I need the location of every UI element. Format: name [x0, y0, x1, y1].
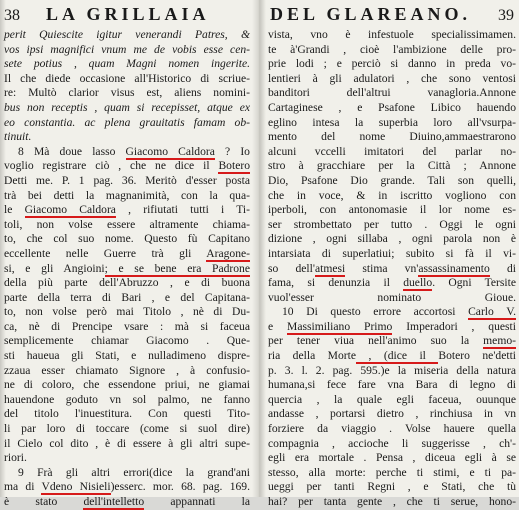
left-text-column [4, 28, 250, 510]
text-segment: li par loro di toccare (come si suol dire) [4, 422, 250, 436]
text-segment: forziere da viaggio . Volse hauere quella [268, 422, 516, 436]
underlined-phrase: , (dice il [356, 349, 439, 363]
text-line [268, 145, 516, 160]
text-segment: è stato [4, 495, 84, 508]
text-line [268, 116, 516, 131]
text-segment: zzaua esser chiamato Signore , à confusio- [4, 363, 250, 377]
text-segment: , rifiutati tutti i Ti- [115, 203, 250, 217]
text-line [4, 451, 250, 466]
text-line [268, 101, 516, 116]
text-segment: )esserc. mor. 68. pag. 169. [110, 480, 250, 494]
text-segment: Botero ne'detti [438, 349, 517, 363]
text-line [268, 86, 516, 101]
underlined-phrase: atmesi [314, 261, 346, 275]
text-segment: re: Multò clarior visus est, aliens nomini- [4, 86, 250, 100]
text-segment: lentieri à gli adulatori , che sono ventosi [268, 71, 516, 85]
text-line [4, 28, 250, 43]
text-segment: quercia , la quale egli faceua, ouunque [268, 392, 516, 406]
underlined-phrase: assassinamento [418, 261, 490, 275]
text-segment: alcuni vccelli imitatori del parlar no- [268, 144, 516, 158]
text-segment: ser strombettato per tutto . Oggi le ogni [268, 217, 516, 231]
text-segment: Cartaginese , e Psafone Libico hauendo [268, 100, 516, 114]
text-segment: iperboli, con antonomasie il lor nome es- [268, 203, 516, 217]
text-line [268, 57, 516, 72]
text-line [268, 174, 516, 189]
text-segment: sete potius , quam Magni nomen ingerite. [4, 57, 250, 71]
right-page-header [270, 4, 514, 26]
text-line [4, 57, 250, 72]
text-segment: voglio registrare ciò , che ne dice il [4, 159, 219, 173]
text-line [4, 320, 250, 335]
text-segment: humana,si fece fare vna Bara di legno di [268, 378, 516, 392]
text-segment: ueggi per tanti Regni , e Stati, che tù [268, 480, 516, 494]
text-segment: vista, vno è infestuole specialissimamen. [268, 28, 516, 41]
text-segment: Dio, Psafone Dio grande. Tali son quelli, [268, 173, 516, 187]
text-segment: te à'Grandi , cioè l'ambizione delle pro- [268, 42, 516, 56]
text-line [268, 159, 516, 174]
left-running-title: LA GRILLAIA [46, 4, 210, 24]
text-line [268, 407, 516, 422]
text-segment: eo constantia. ac plena grauitatis famam ob- [4, 115, 250, 129]
text-line [268, 349, 516, 364]
text-line [268, 393, 516, 408]
text-segment: so dell' [268, 261, 315, 275]
text-line [4, 364, 250, 379]
text-line [4, 466, 250, 481]
text-segment: le [4, 203, 25, 217]
underlined-phrase: memo- [483, 334, 516, 348]
text-segment: si, e gli Angioini [4, 261, 105, 275]
text-segment: prie lodi ; e perciò si danno in preda vo- [268, 57, 516, 71]
left-page-number: 38 [4, 7, 20, 24]
underlined-phrase: Giacomo Caldora [125, 144, 215, 158]
text-line [4, 305, 250, 320]
left-page-header [4, 4, 248, 26]
text-line [268, 247, 516, 262]
underlined-phrase: dell'intelletto [83, 495, 145, 508]
underlined-phrase: Vdeno Nisieli [41, 480, 111, 494]
text-segment: ria della Morte [268, 349, 357, 363]
underlined-phrase: Carlo V. [468, 305, 517, 319]
text-segment: . Ogni Tersite [432, 276, 516, 290]
text-line [268, 495, 516, 510]
text-line [268, 451, 516, 466]
text-line [268, 43, 516, 58]
text-segment: ca, nè di Prencipe vsare : mà si faceua [4, 319, 250, 333]
text-line [4, 495, 250, 510]
text-line [268, 262, 516, 277]
text-line [4, 276, 250, 291]
text-segment: che in voce, & in iscritto vogliono con [268, 188, 516, 202]
right-page-number: 39 [498, 7, 514, 24]
text-segment: stro à gracchiare per la Città ; Annone [268, 159, 516, 173]
text-line [4, 262, 250, 277]
text-segment: dizione , ogni sillaba , ogni parola non è [268, 232, 516, 246]
text-segment: hai? per tanta gente , che ti serue, hono- [268, 495, 516, 508]
text-line [4, 349, 250, 364]
text-segment: tinuit. [4, 130, 32, 144]
text-line [4, 422, 250, 437]
text-line [268, 320, 516, 335]
text-line [4, 159, 250, 174]
text-segment: Imperadori , questi [392, 319, 517, 333]
text-line [4, 378, 250, 393]
text-segment: vuol'esser nominato Gioue. [268, 290, 516, 304]
text-line [268, 422, 516, 437]
text-line [268, 437, 516, 452]
right-running-title: DEL GLAREANO. [270, 4, 472, 24]
text-line [4, 407, 250, 422]
underlined-phrase: Massimiliano Primo [287, 319, 393, 333]
text-segment: intarsiata di superlatiui; subito si fà il vi- [268, 246, 516, 260]
text-segment: toli, non volse essere altramente chiama- [4, 217, 250, 231]
text-segment: appannati la [144, 495, 251, 508]
text-line [268, 466, 516, 481]
text-line [4, 218, 250, 233]
underlined-phrase: Aragone- [206, 246, 250, 260]
text-line [4, 145, 250, 160]
text-line [4, 130, 250, 145]
text-line [4, 43, 250, 58]
text-line [268, 218, 516, 233]
text-segment: bus non receptis , quam si recepisset, atque ex [4, 100, 250, 114]
text-segment: trà bei detti la magnanimità, con la qua- [4, 188, 250, 202]
text-segment: 10 Di questo errore accortosi [282, 305, 469, 319]
text-line [268, 364, 516, 379]
text-segment: ? Io [214, 144, 250, 158]
text-line [268, 130, 516, 145]
text-line [268, 291, 516, 306]
text-segment: 8 Mà doue lasso [18, 144, 126, 158]
text-line [268, 378, 516, 393]
text-line [268, 305, 516, 320]
text-line [4, 72, 250, 87]
text-segment: per tener viua nell'animo suo la [268, 334, 484, 348]
text-segment: perit Quiescite igitur venerandi Patres, & [4, 28, 250, 41]
text-segment: di [489, 261, 517, 275]
right-text-column [268, 28, 516, 510]
text-line [4, 189, 250, 204]
text-line [4, 291, 250, 306]
text-line [4, 437, 250, 452]
text-line [4, 334, 250, 349]
text-segment: semplicemente chiamar Giacomo . Que- [4, 334, 250, 348]
text-segment: Il che diede occasione all'Historico di scriue- [4, 71, 250, 85]
text-segment: eccellente nelle Guerre trà gli [4, 246, 207, 260]
text-segment: andasse , portarsi dietro , rinchiusa in vn [268, 407, 516, 421]
text-segment: 9 Frà gli altri errori(dice la grand'ani [18, 465, 250, 479]
text-line [268, 203, 516, 218]
text-segment: ma di [4, 480, 42, 494]
underlined-phrase: duello [403, 276, 433, 290]
underlined-phrase: Giacomo Caldora [24, 203, 116, 217]
text-segment: mento del nome Diuino,ammaestrarono [268, 130, 516, 144]
text-line [4, 247, 250, 262]
text-line [4, 232, 250, 247]
book-gutter [252, 0, 266, 497]
text-segment: banditori dell'altrui vanagloria.Annone [268, 86, 516, 100]
text-segment: del titolo l'inuestitura. Con questi Tito- [4, 407, 250, 421]
text-segment: p. 3. l. 2. pag. 595.)e la miseria della natura [268, 363, 516, 377]
text-line [268, 232, 516, 247]
text-segment: egli era mortale . Pensa , diceua egli à se [268, 451, 516, 465]
text-segment: fama, si denunzia il [268, 276, 404, 290]
text-line [268, 28, 516, 43]
text-segment: to, che col suo nome. Questo fù Capitano [4, 232, 250, 246]
text-segment: parte della terra di Bari , e del Capitana- [4, 290, 250, 304]
text-segment: riori. [4, 451, 27, 465]
text-line [4, 393, 250, 408]
text-segment: stesso, alla morte: perche ti stimi, e ti pa- [268, 465, 516, 479]
text-line [4, 480, 250, 495]
text-segment: e [268, 319, 288, 333]
text-segment: ne di coloro, che essendone priui, ne giamai [4, 378, 250, 392]
text-line [268, 72, 516, 87]
underlined-phrase: Botero [218, 159, 250, 173]
text-segment: hauendone goduto vn sol palmo, ne fanno [4, 392, 250, 406]
text-line [268, 276, 516, 291]
text-segment: compagnia , accioche li suggerisse , ch'- [268, 436, 516, 450]
text-segment: stima vn' [345, 261, 419, 275]
text-segment: sti haueua gli Stati, e nulladimeno dispre- [4, 349, 250, 363]
text-line [268, 480, 516, 495]
text-segment: vos ipsi magnifici vnum me de vobis esse cen- [4, 42, 250, 56]
text-segment: eglino intesa la superbia loro all'vsurpa- [268, 115, 516, 129]
text-line [4, 116, 250, 131]
text-line [4, 203, 250, 218]
text-line [4, 101, 250, 116]
text-segment: della più parte dell'Abruzzo , e di buona [4, 276, 250, 290]
text-segment: to, non volse però mai Titolo , nè di Du- [4, 305, 250, 319]
text-segment: Detti me. P. 1 pag. 36. Meritò d'esser posta [4, 173, 250, 187]
text-line [268, 334, 516, 349]
underlined-phrase: ; e se bene era Padrone [104, 261, 251, 275]
text-line [268, 189, 516, 204]
text-line [4, 174, 250, 189]
text-segment: il Cielo col dito , è di essere à gli altri supe- [4, 436, 250, 450]
text-line [4, 86, 250, 101]
